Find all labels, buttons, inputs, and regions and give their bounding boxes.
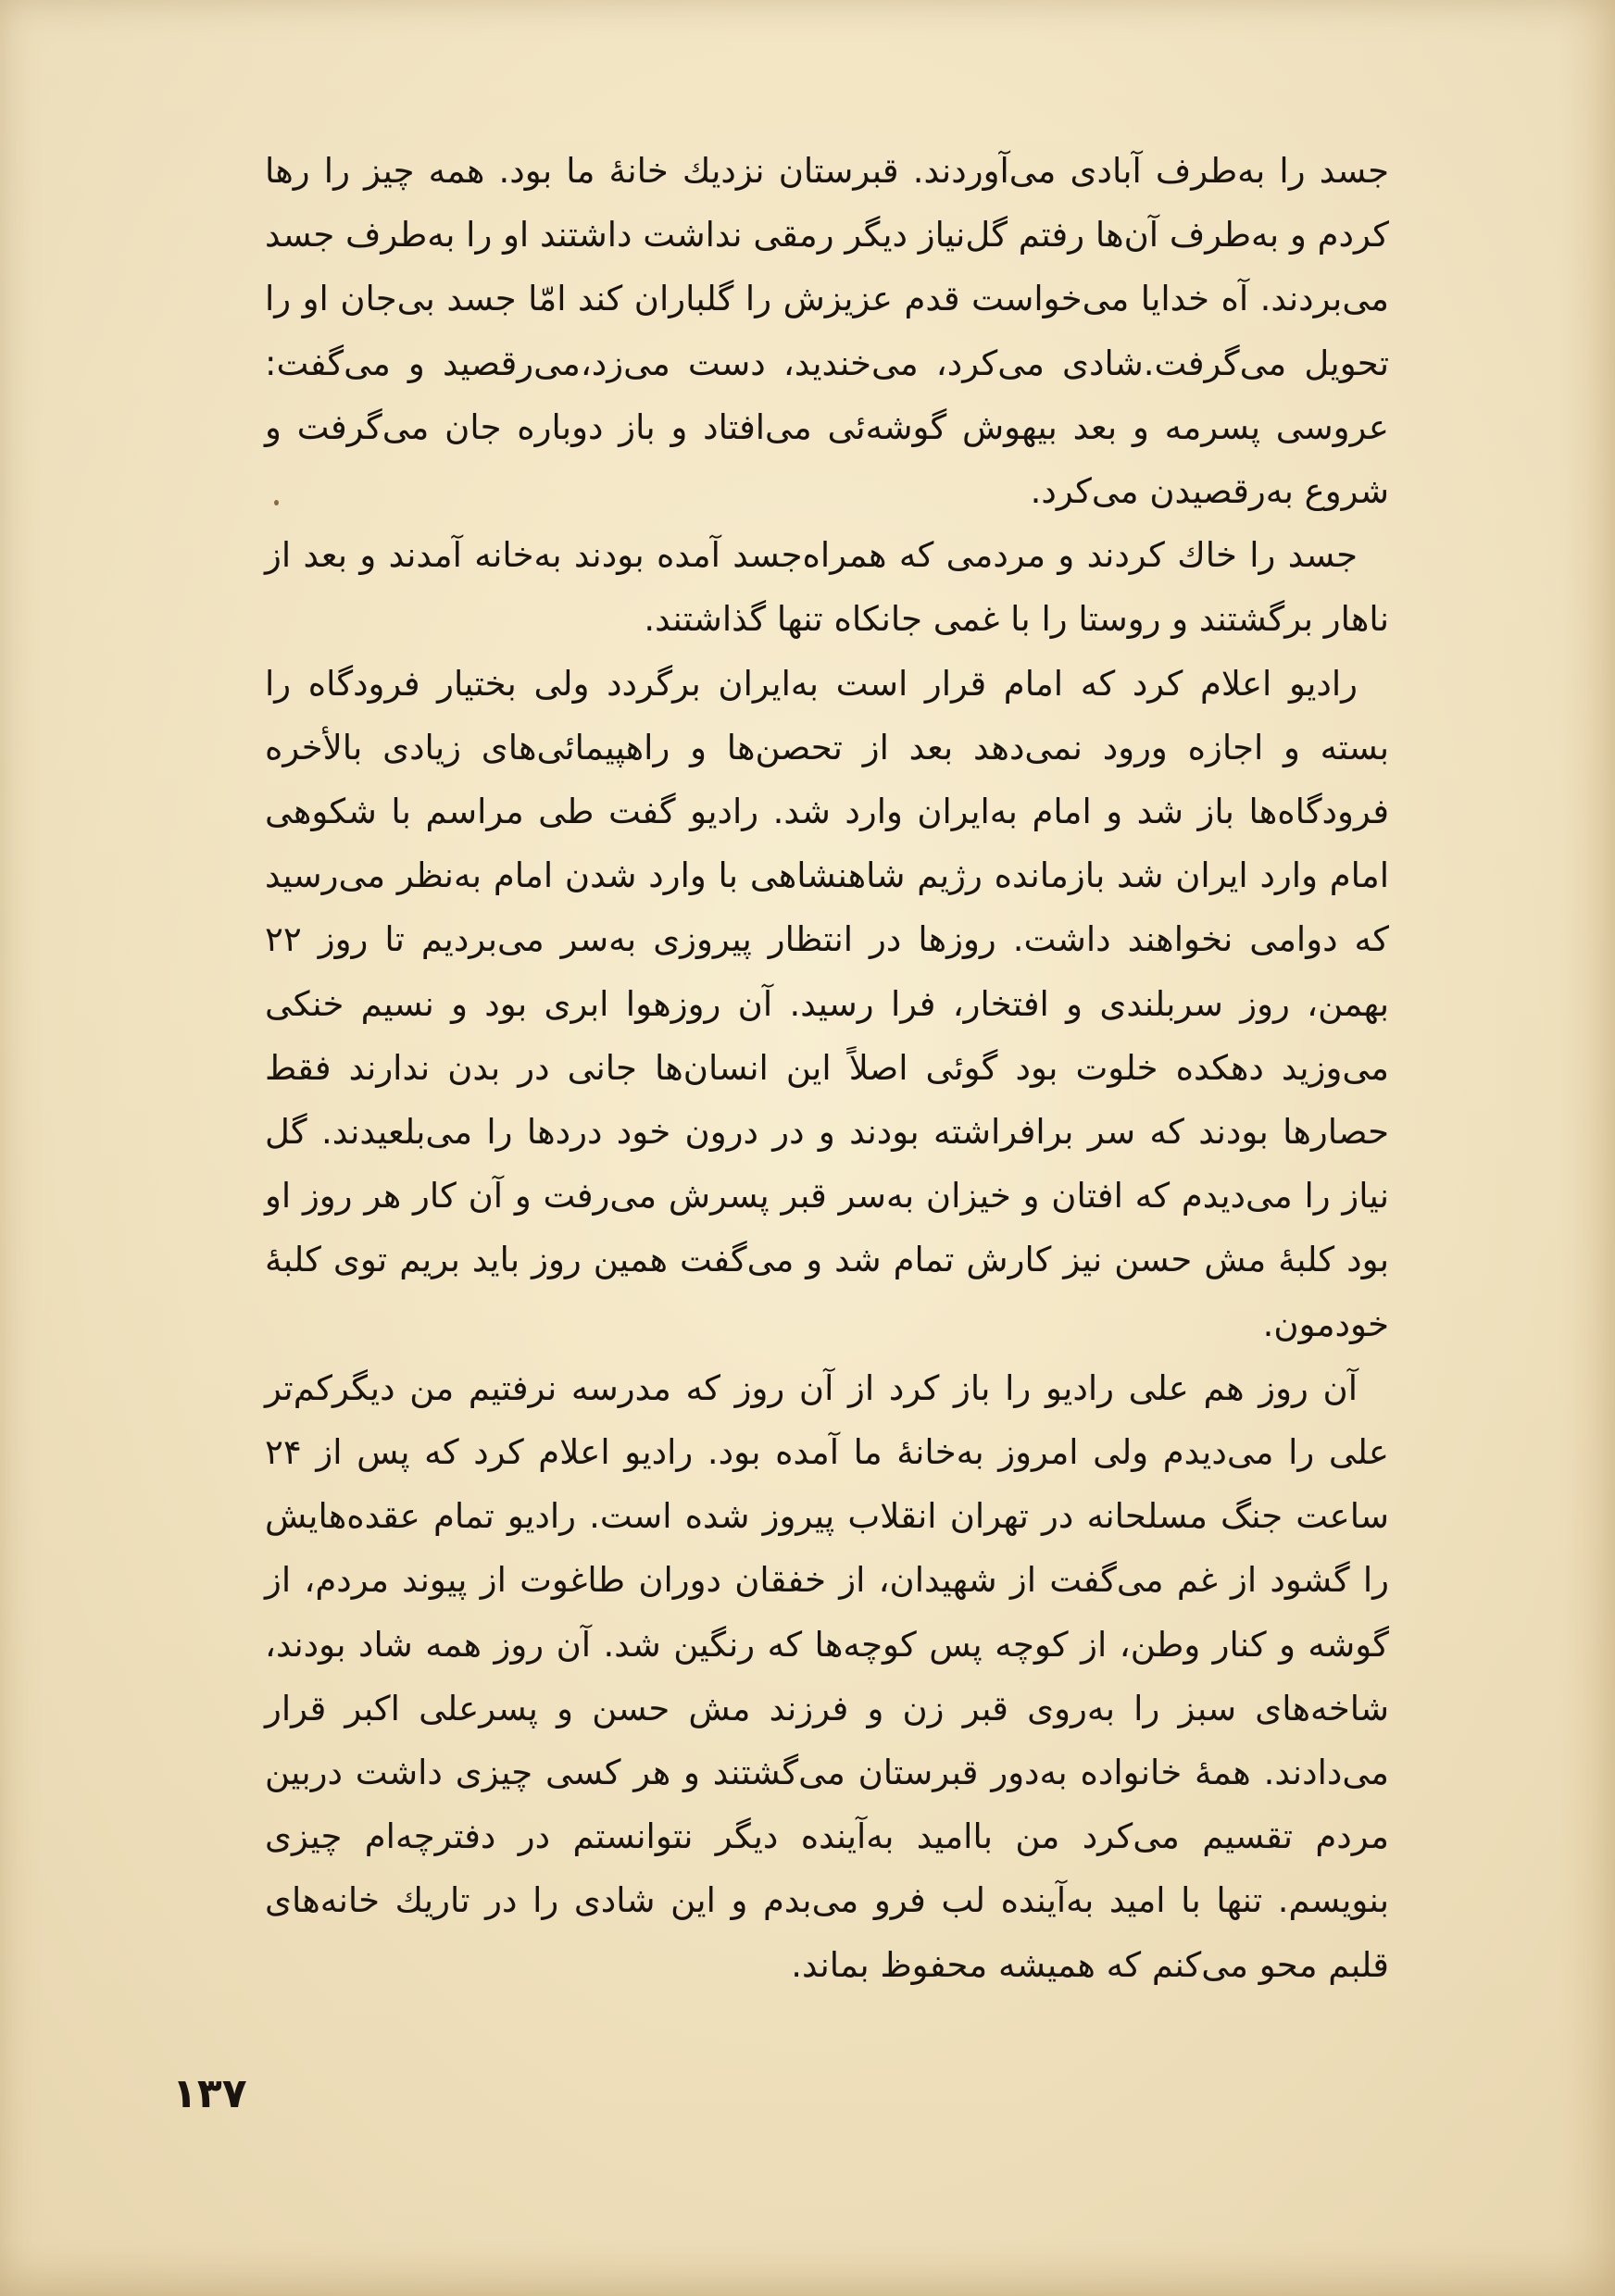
- paragraph-revolution-victory: آن روز هم علی رادیو را باز کرد از آن روز که مدرسه نرفتیم من دیگرکم‌تر علی را می‌دیدم ولی امروز به‌خانهٔ ما آمده بود. رادیو اعلام کرد که پس از ۲۴ ساعت جنگ مسلحانه در تهران انقلاب پیروز شده است. رادیو تمام عقده‌هایش را گشود از غم می‌گفت از شهیدان، از خفقان دوران طاغوت از پیوند مردم، از گوشه و کنار وطن، از کوچه پس کوچه‌ها که رنگین شد. آن روز همه شاد بودند، شاخه‌های سبز را به‌روی قبر زن و فرزند مش حسن و پسرعلی اکبر قرار می‌دادند. همهٔ خانواده به‌دور قبرستان می‌گشتند و هر کسی چیزی داشت دربین مردم تقسیم می‌کرد من باامید به‌آینده دیگر نتوانستم در دفترچه‌ام چیزی بنویسم. تنها با امید به‌آینده لب فرو می‌بدم و این شادی را در تاریك خانه‌های قلبم محو می‌کنم که همیشه محفوظ بماند.: [265, 1367, 1389, 1985]
- paragraph-radio-announcement: رادیو اعلام کرد که امام قرار است به‌ایران برگردد ولی بختیار فرودگاه را بسته و اجازه ورود نمی‌دهد بعد از تحصن‌ها و راهپیمائی‌های زیادی بالأخره فرودگاه‌ها باز شد و امام به‌ایران وارد شد. رادیو گفت طی مراسم با شکوهی امام وارد ایران شد بازمانده رژیم شاهنشاهی با وارد شدن امام به‌نظر می‌رسید که دوامی نخواهند داشت. روزها در انتظار پیروزی به‌سر می‌بردیم تا روز ۲۲ بهمن، روز سربلندی و افتخار، فرا رسید. آن روزهوا ابری بود و نسیم خنکی می‌وزید دهکده خلوت بود گوئی اصلاً این انسان‌ها جانی در بدن ندارند فقط حصارها بودند که سر برافراشته بودند و در درون خود دردها را می‌بلعیدند. گل نیاز را می‌دیدم که افتان و خیزان به‌سر قبر پسرش می‌رفت و آن کار هر روز او بود کلبهٔ مش حسن نیز کارش تمام شد و می‌گفت همین روز باید بریم توی کلبهٔ خودمون.: [265, 663, 1389, 1344]
- page-edge-shadow-bottom: [0, 2240, 1615, 2296]
- paragraph-burial-procession: جسد را به‌طرف آبادی می‌آوردند. قبرستان نزدیك خانهٔ ما بود. همه چیز را رها کردم و به‌طرف آن‌ها رفتم گل‌نیاز دیگر رمقی نداشت داشتند او را به‌طرف جسد می‌بردند. آه خدایا می‌خواست قدم عزیزش را گلباران کند امّا جسد بی‌جان او را تحویل می‌گرفت.شادی می‌کرد، می‌خندید، دست می‌زد،می‌رقصید و می‌گفت: عروسی پسرمه و بعد بیهوش گوشه‌ئی می‌افتاد و باز دوباره جان می‌گرفت و شروع به‌رقصیدن می‌کرد.: [264, 151, 1389, 512]
- page-number: ۱۳۷: [172, 2070, 247, 2117]
- paragraph-burial: جسد را خاك کردند و مردمی که همراه‌جسد آمده بودند به‌خانه آمدند و بعد از ناهار برگشتند و روستا را با غمی جانکاه تنها گذاشتند.: [265, 535, 1389, 640]
- page-edge-shadow-right: [1559, 0, 1615, 2296]
- body-text: [265, 139, 1389, 2000]
